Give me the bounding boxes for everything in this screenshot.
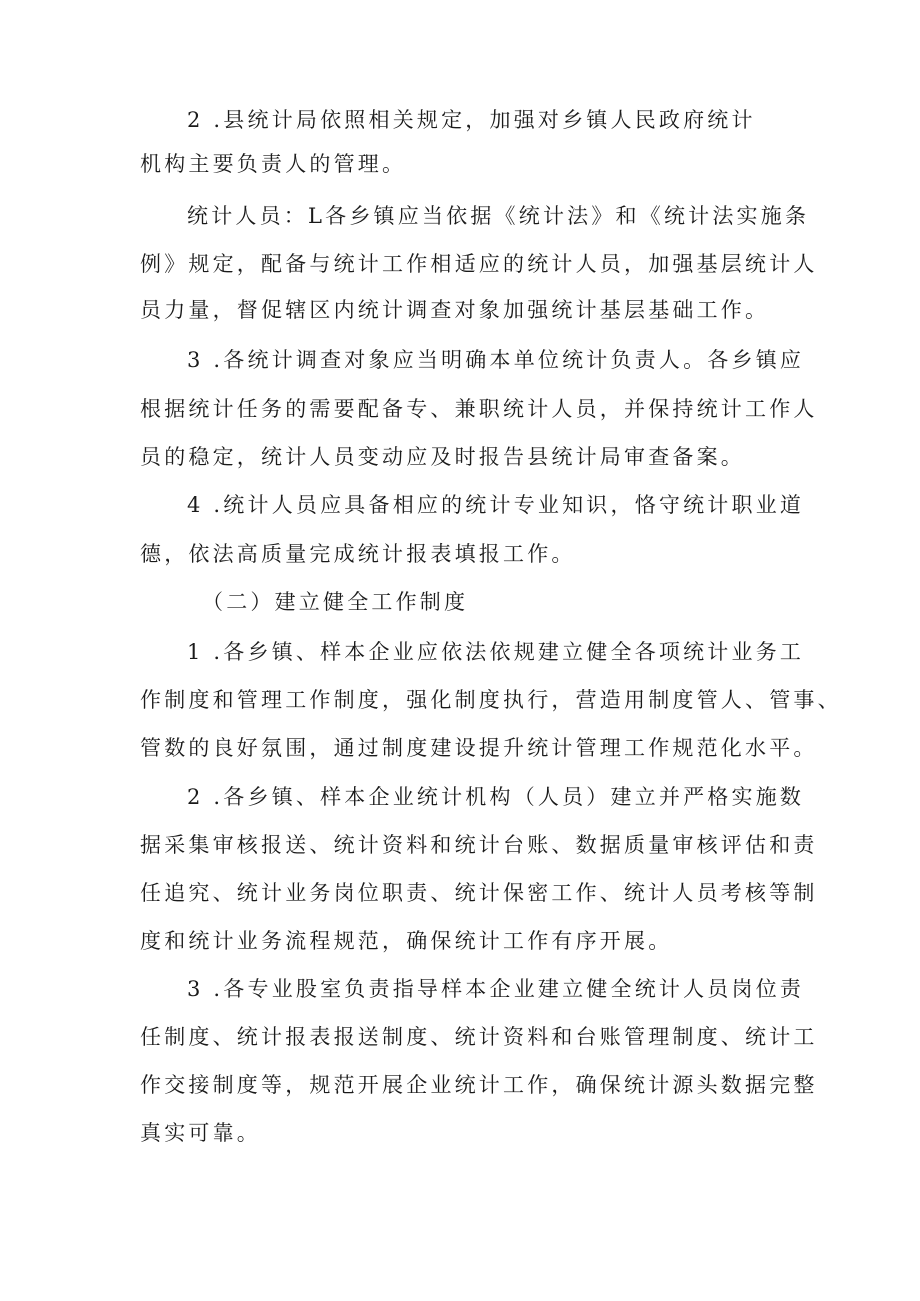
paragraph-2-line-2: 例》规定，配备与统计工作相适应的统计人员，加强基层统计人 <box>140 252 818 276</box>
paragraph-5-line-3: 管数的良好氛围，通过制度建设提升统计管理工作规范化水平。 <box>140 736 818 760</box>
paragraph-7-line-4: 真实可靠。 <box>140 1121 261 1145</box>
section-heading: （二）建立健全工作制度 <box>202 590 469 614</box>
paragraph-1-line-1: 2 .县统计局依照相关规定，加强对乡镇人民政府统计 <box>187 108 756 132</box>
paragraph-6-line-1: 2 .各乡镇、样本企业统计机构（人员）建立并严格实施数 <box>187 785 805 809</box>
paragraph-5-line-1: 1 .各乡镇、样本企业应依法依规建立健全各项统计业务工 <box>187 640 805 664</box>
paragraph-6-line-2: 据采集审核报送、统计资料和统计台账、数据质量审核评估和责 <box>140 833 818 857</box>
paragraph-7-line-3: 作交接制度等，规范开展企业统计工作，确保统计源头数据完整 <box>140 1073 818 1097</box>
paragraph-3-line-2: 根据统计任务的需要配备专、兼职统计人员，并保持统计工作人 <box>140 397 818 421</box>
paragraph-2-line-3: 员力量，督促辖区内统计调查对象加强统计基层基础工作。 <box>140 298 770 322</box>
paragraph-1-line-2: 机构主要负责人的管理。 <box>140 152 407 176</box>
paragraph-4-line-1: 4 .统计人员应具备相应的统计专业知识，恪守统计职业道 <box>187 493 805 517</box>
paragraph-7-line-2: 任制度、统计报表报送制度、统计资料和台账管理制度、统计工 <box>140 1025 818 1049</box>
paragraph-6-line-4: 度和统计业务流程规范，确保统计工作有序开展。 <box>140 929 673 953</box>
paragraph-2-line-1: 统计人员：L各乡镇应当依据《统计法》和《统计法实施条 <box>187 204 810 228</box>
paragraph-3-line-1: 3 .各统计调查对象应当明确本单位统计负责人。各乡镇应 <box>187 348 805 372</box>
paragraph-7-line-1: 3 .各专业股室负责指导样本企业建立健全统计人员岗位责 <box>187 977 805 1001</box>
paragraph-3-line-3: 员的稳定，统计人员变动应及时报告县统计局审查备案。 <box>140 445 745 469</box>
paragraph-6-line-3: 任追究、统计业务岗位职责、统计保密工作、统计人员考核等制 <box>140 881 818 905</box>
paragraph-5-line-2: 作制度和管理工作制度，强化制度执行，营造用制度管人、管事、 <box>140 688 842 712</box>
paragraph-4-line-2: 德，依法高质量完成统计报表填报工作。 <box>140 542 576 566</box>
